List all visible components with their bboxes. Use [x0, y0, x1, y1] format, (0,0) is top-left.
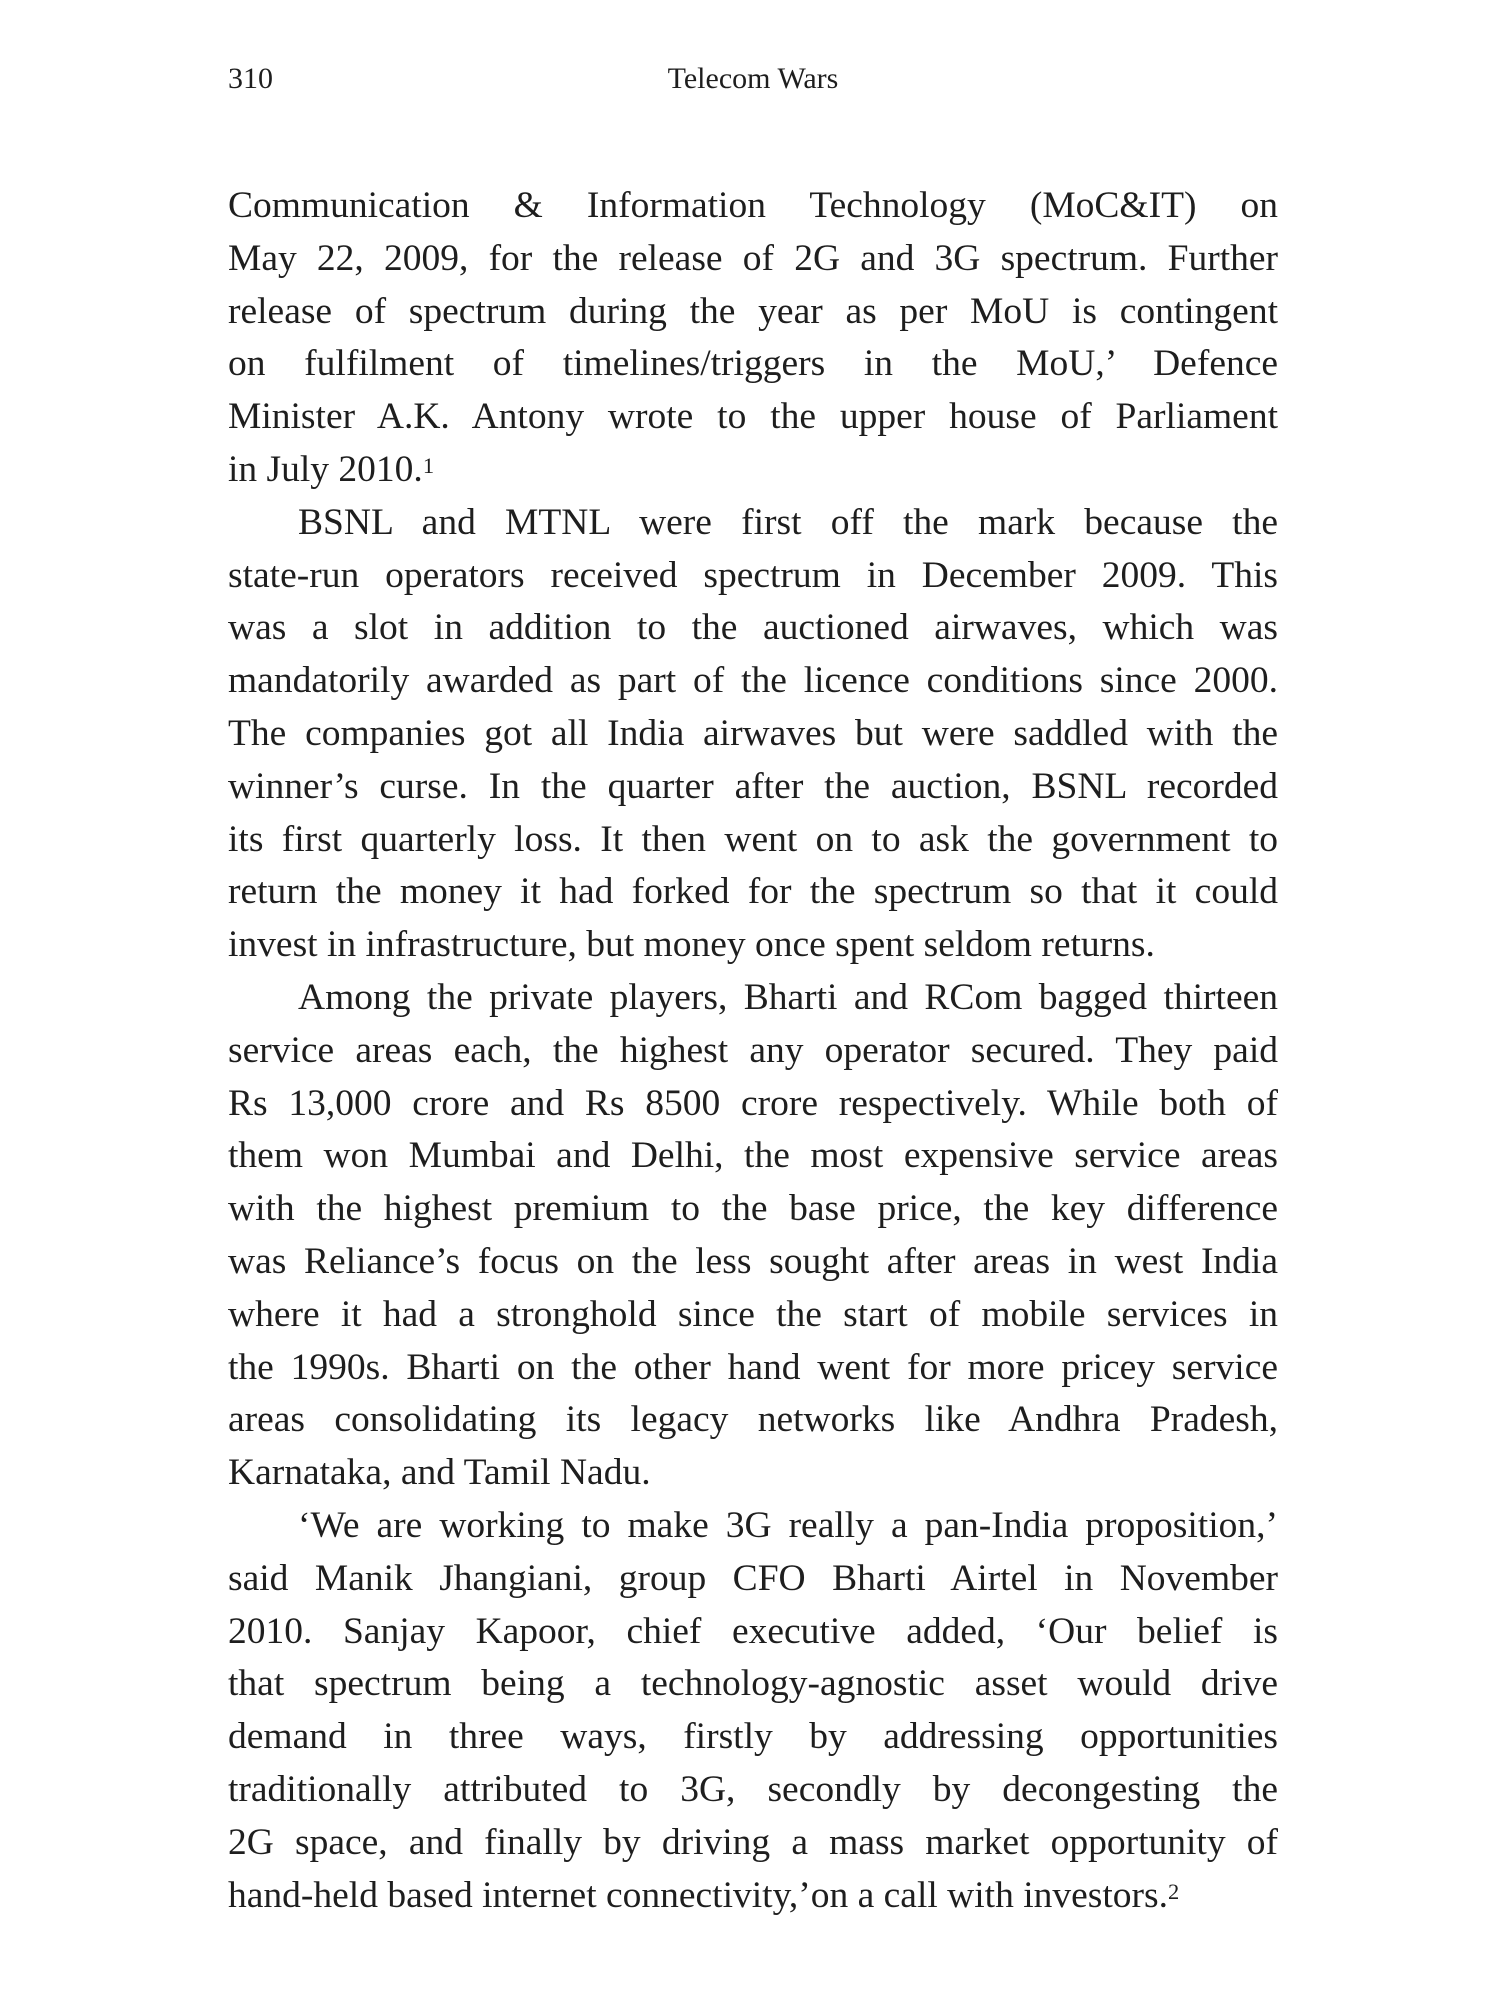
- footnote-ref: 1: [422, 453, 435, 479]
- text-line: Minister A.K. Antony wrote to the upper house of Parliament: [228, 396, 1278, 438]
- text-line-first: BSNL and MTNL were first off the mark because the: [298, 501, 1278, 543]
- text-line: mandatorily awarded as part of the licence conditions since 2000.: [228, 660, 1278, 702]
- body-text: [228, 180, 1278, 1922]
- text-line: 2010. Sanjay Kapoor, chief executive added, ‘Our belief is: [228, 1610, 1278, 1652]
- text-line: was Reliance’s focus on the less sought after areas in west India: [228, 1240, 1278, 1282]
- text-line: Communication & Information Technology (MoC&IT) on: [228, 185, 1278, 226]
- text-line: state-run operators received spectrum in December 2009. This: [228, 554, 1278, 596]
- text-line: where it had a stronghold since the start of mobile services in: [228, 1293, 1278, 1335]
- text-line: said Manik Jhangiani, group CFO Bharti Airtel in November: [228, 1557, 1278, 1599]
- text-line: Rs 13,000 crore and Rs 8500 crore respectively. While both of: [228, 1082, 1278, 1124]
- text-line-last: [228, 1870, 1278, 1923]
- text-line-last: Karnataka, and Tamil Nadu.: [228, 1452, 651, 1494]
- text-line: traditionally attributed to 3G, secondly by decongesting the: [228, 1768, 1278, 1810]
- text-line: demand in three ways, firstly by addressing opportunities: [228, 1716, 1278, 1758]
- paragraph-1: [228, 180, 1278, 497]
- paragraph-4: [228, 1500, 1278, 1922]
- paragraph-2: [228, 497, 1278, 972]
- text-line-first: Among the private players, Bharti and RCom bagged thirteen: [298, 976, 1278, 1018]
- text-line: them won Mumbai and Delhi, the most expensive service areas: [228, 1135, 1278, 1177]
- text-line: May 22, 2009, for the release of 2G and 3G spectrum. Further: [228, 237, 1278, 279]
- text-line: service areas each, the highest any operator secured. They paid: [228, 1029, 1278, 1071]
- text-line: that spectrum being a technology-agnostic asset would drive: [228, 1663, 1278, 1705]
- text-line: hand-held based internet connectivity,’on a call with investors.: [228, 1874, 1168, 1916]
- text-line-first: ‘We are working to make 3G really a pan-India proposition,’: [298, 1504, 1278, 1546]
- text-line: winner’s curse. In the quarter after the auction, BSNL recorded: [228, 765, 1278, 807]
- text-line-last: invest in infrastructure, but money once spent seldom returns.: [228, 924, 1155, 966]
- text-line: the 1990s. Bharti on the other hand went for more pricey service: [228, 1346, 1278, 1388]
- page-number: 310: [228, 62, 273, 95]
- text-line: The companies got all India airwaves but were saddled with the: [228, 712, 1278, 754]
- text-line: 2G space, and finally by driving a mass market opportunity of: [228, 1821, 1278, 1863]
- text-line: on fulfilment of timelines/triggers in the MoU,’ Defence: [228, 343, 1278, 385]
- running-head: [228, 62, 1278, 102]
- text-line: was a slot in addition to the auctioned airwaves, which was: [228, 607, 1278, 649]
- text-line-last: [228, 444, 1278, 497]
- text-line: areas consolidating its legacy networks like Andhra Pradesh,: [228, 1399, 1278, 1441]
- book-title: Telecom Wars: [667, 62, 839, 95]
- text-line: its first quarterly loss. It then went on to ask the government to: [228, 818, 1278, 860]
- text-line: release of spectrum during the year as per MoU is contingent: [228, 290, 1278, 332]
- footnote-ref: 2: [1168, 1878, 1180, 1904]
- text-line: in July 2010.: [228, 448, 423, 490]
- paragraph-3: [228, 972, 1278, 1500]
- text-line: with the highest premium to the base price, the key difference: [228, 1188, 1278, 1230]
- text-line: return the money it had forked for the spectrum so that it could: [228, 871, 1278, 913]
